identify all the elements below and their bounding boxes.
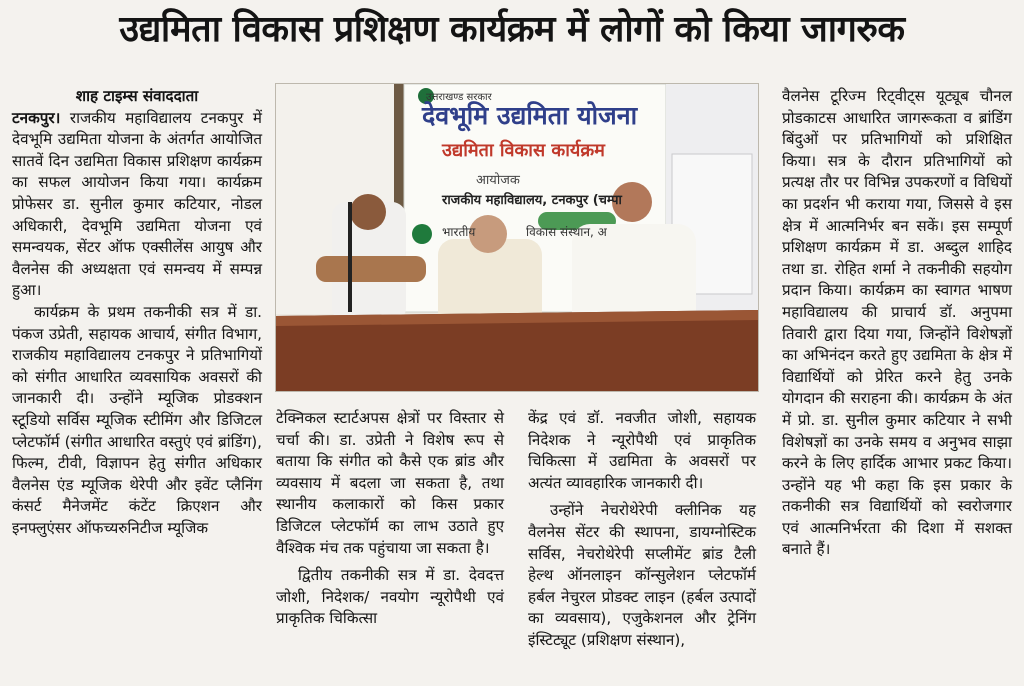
banner-partner: भारतीय: [442, 225, 476, 239]
article-paragraph: द्वितीय तकनीकी सत्र में डा. देवदत्त जोशी, निदेशक/ नवयोग न्यूरोपैथी एवं प्राकृतिक चिकित्सा: [276, 566, 504, 628]
banner-title: देवभूमि उद्यमिता योजना: [422, 101, 638, 130]
banner-organizer-label: आयोजक: [476, 173, 520, 188]
banner-subtitle: उद्यमिता विकास कार्यक्रम: [442, 140, 605, 161]
article-paragraph: वैलनेस टूरिज्म रिट्वीट्स यूट्यूब चौनल प्रोडकाटस आधारित जागरूकता व ब्रांडिंग बिंदुओं पर प्रतिभागियों को प्रशिक्षित किया। सत्र के दौरान प्रतिभागियों को प्रत्यक्ष तौर पर विभिन्न उपकरणों व विधियों का प्रदर्शन भी कराया गया, जिससे वे इस क्षेत्र में आत्मनिर्भर बन सकें। इस सम्पूर्ण प्रशिक्षण कार्यक्रम में डा. अब्दुल शाहिद तथा डा. रोहित शर्मा ने तकनीकी सहयोग प्रदान किया। कार्यक्रम का स्वागत भाषण महाविद्यालय की प्राचार्य डॉ. अनुपमा तिवारी द्वारा दिया गया, जिन्होंने विशेषज्ञों का अभिनंदन करते हुए उद्यमिता के क्षेत्र में विद्यार्थियों को प्रेरित करने हेतु उनके योगदान की सराहना की। कार्यक्रम के अंत में प्रो. डा. सुनील कुमार कटियार ने सभी विशेषज्ञों का उनके समय व अनुभव साझा करने के लिए हार्दिक आभार प्रकट किया। उन्होंने यह भी कहा कि इस प्रकार के तकनीकी सत्र विद्यार्थियों को स्वरोजगार एवं आत्मनिर्भरता की दिशा में सशक्त बनाते हैं।: [782, 87, 1012, 559]
article-column-3: [528, 408, 756, 652]
article-column-2: [276, 408, 504, 630]
institute-logo-icon: [412, 224, 432, 244]
article-column-4: [782, 86, 1012, 561]
dateline: टनकपुर।: [12, 108, 61, 127]
banner-government: उत्तराखण्ड सरकार: [426, 92, 492, 103]
banner-institute: विकास संस्थान, अ: [526, 225, 607, 239]
headline: उद्यमिता विकास प्रशिक्षण कार्यक्रम में लोगों को किया जागरुक: [119, 9, 905, 50]
banner-college: राजकीय महाविद्यालय, टनकपुर (चम्पा: [442, 193, 622, 208]
byline: शाह टाइम्स संवाददाता: [75, 87, 199, 105]
event-photo-illustration: [276, 84, 758, 391]
article-paragraph: उन्होंने नेचरोथेरेपी क्लीनिक यह वैलनेस सेंटर की स्थापना, डायग्नोस्टिक सर्विस, नेचरोथेरेपी सप्लीमेंट ब्रांड टैली हेल्थ ऑनलाइन कॉन्सुलेशन प्लेटफॉर्म हर्बल नेचुरल प्रोडक्ट लाइन (हर्बल उत्पादों का व्यवसाय), एजुकेशनल और ट्रेनिंग इंस्टिट्यूट (प्रशिक्षण संस्थान),: [528, 501, 756, 649]
event-photo: [275, 83, 759, 392]
article-text: राजकीय महाविद्यालय टनकपुर में देवभूमि उद्यमिता योजना के अंतर्गत आयोजित सातवें दिन उद्यमिता विकास प्रशिक्षण कार्यक्रम का सफल आयोजन किया गया। कार्यक्रम प्रोफेसर डा. सुनील कुमार कटियार, नोडल अधिकारी, देवभूमि उद्यमिता योजना एवं समन्वयक, सेंटर ऑफ एक्सीलेंस आयुष और वैलनेस की अध्यक्षता एवं समन्वय में सम्पन्न हुआ।: [12, 108, 262, 300]
article-paragraph: केंद्र एवं डॉ. नवजीत जोशी, सहायक निदेशक ने न्यूरोपैथी एवं प्राकृतिक चिकित्सा में उद्यमिता के अवसरों पर अत्यंत व्यावहारिक जानकारी दी।: [528, 409, 756, 492]
article-paragraph: टेक्निकल स्टार्टअपस क्षेत्रों पर विस्तार से चर्चा की। डा. उप्रेती ने विशेष रूप से बताया कि संगीत को कैसे एक ब्रांड और व्यवसाय में बदला जा सकता है, तथा स्थानीय कलाकारों को किस प्रकार डिजिटल प्लेटफॉर्म का लाभ उठाते हुए वैश्विक मंच तक पहुंचाया जा सकता है।: [276, 409, 504, 557]
article-paragraph: कार्यक्रम के प्रथम तकनीकी सत्र में डा. पंकज उप्रेती, सहायक आचार्य, संगीत विभाग, राजकीय महाविद्यालय टनकपुर ने प्रतिभागियों को संगीत आधारित व्यवसायिक अवसरों की जानकारी दी। उन्होंने म्यूजिक प्रोडक्शन स्टूडियो सर्विस म्यूजिक स्टीमिंग और डिजिटल प्लेटफॉर्म (संगीत आधारित वस्तुएं एवं ब्रांडिंग), फिल्म, टीवी, विज्ञापन हेतु संगीत अधिकार वैलनेस एंड म्यूजिक थेरेपी और इवेंट प्लैनिंग कंसर्ट मैनेजमेंट कंटेंट क्रिएशन और इनफ्लुएंसर ऑफच्यरुनिटीज म्यूजिक: [12, 302, 262, 537]
article-column-1: [12, 86, 262, 539]
